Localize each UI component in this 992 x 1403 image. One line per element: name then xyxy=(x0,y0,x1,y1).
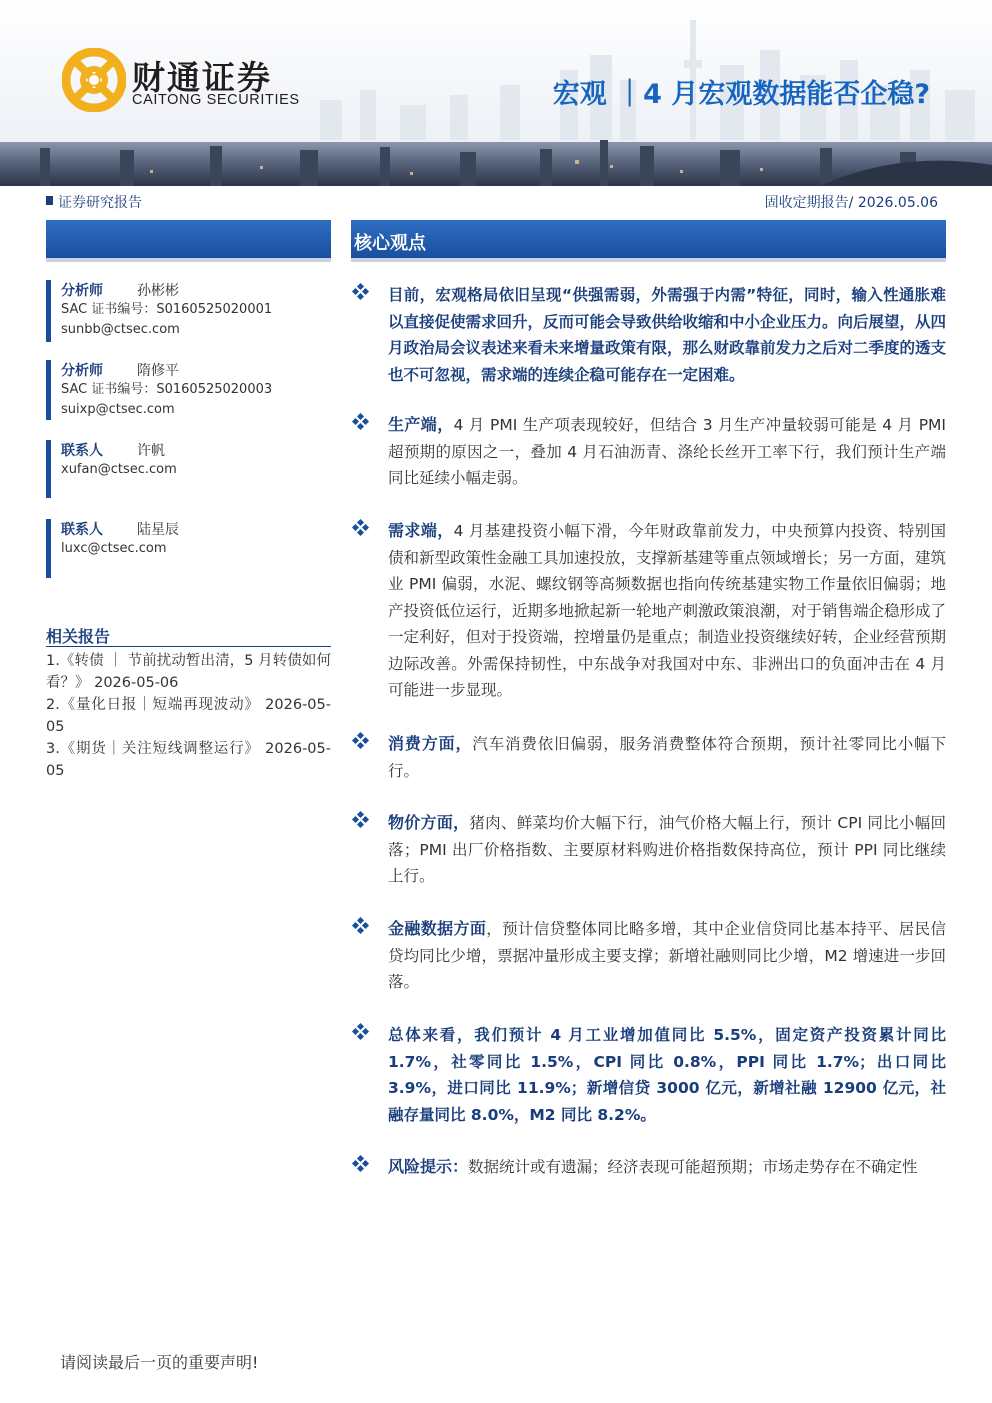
related-reports-list xyxy=(46,650,331,782)
point-production xyxy=(351,412,946,492)
analyst-cert: SAC 证书编号：S0160525020003 xyxy=(61,382,273,397)
brand-name-cn: 财通证券 xyxy=(132,58,272,97)
contact-email[interactable]: xufan@ctsec.com xyxy=(61,462,177,477)
report-date-label: 固收定期报告/ 2026.05.06 xyxy=(764,195,938,211)
point-text: 4 月基建投资小幅下滑，今年财政靠前发力，中央预算内投资、特别国债和新型政策性金融工具加速投放，支撑新基建等重点领域增长；另一方面，建筑业 PMI 偏弱，水泥、螺纹钢等高频数据也指向传统基建实物工作量依旧偏弱；地产投资低位运行，近期多地掀起新一轮地产刺激政策浪潮，对于销售端企稳形成了一定利好，但对于投资端，控增量仍是重点；制造业投资继续好转，企业经营预期边际改善。外需保持韧性，中东战争对我国对中东、非洲出口的负面冲击在 4 月可能进一步显现。 xyxy=(388,522,947,699)
report-type-label: 证券研究报告 xyxy=(58,192,142,212)
disclaimer-note: 请阅读最后一页的重要声明! xyxy=(60,1353,259,1372)
contact-card xyxy=(46,440,326,498)
point-demand xyxy=(351,518,946,704)
point-lead: 需求端， xyxy=(388,521,454,540)
related-report-link[interactable]: 2.《量化日报｜短端再现波动》 2026-05-05 xyxy=(46,697,331,735)
analyst-card xyxy=(46,360,326,420)
caitong-logo-icon xyxy=(62,48,126,112)
point-lead: 生产端， xyxy=(388,415,454,434)
summary-text: 总体来看，我们预计 4 月工业增加值同比 5.5%，固定资产投资累计同比 1.7%，社零同比 1.5%，CPI 同比 0.8%，PPI 同比 1.7%；出口同比 3.9%，进口同比 11.9%；新增信贷 3000 亿元，新增社融 12900 亿元，社融存量同比 8.0%，M2 同比 8.2%。 xyxy=(388,1026,946,1124)
point-financial-data xyxy=(351,916,946,996)
diamond-bullet-icon xyxy=(353,1024,367,1038)
core-intro-text: 目前，宏观格局依旧呈现“供强需弱，外需强于内需”特征，同时，输入性通胀难以直接促使需求回升，反而可能会导致供给收缩和中小企业压力。向后展望，从四月政治局会议表述来看未来增量政策有限，那么财政靠前发力之后对二季度的透支也不可忽视，需求端的连续企稳可能存在一定困难。 xyxy=(388,286,947,384)
diamond-bullet-icon xyxy=(353,284,367,298)
point-consumption xyxy=(351,731,946,784)
point-lead: 物价方面， xyxy=(388,813,470,832)
related-reports-title: 相关报告 xyxy=(46,627,111,646)
report-title: 宏观 ｜4 月宏观数据能否企稳? xyxy=(552,79,930,110)
contact-role: 联系人 xyxy=(61,522,103,538)
core-view-band-shadow xyxy=(351,258,946,262)
analyst-name: 孙彬彬 xyxy=(137,283,179,299)
related-report-link[interactable]: 1.《转债 ｜ 节前扰动暂出清，5 月转债如何看？》 2026-05-06 xyxy=(46,653,331,691)
diamond-bullet-icon xyxy=(353,812,367,826)
point-text: 猪肉、鲜菜均价大幅下行，油气价格大幅上行，预计 CPI 同比小幅回落；PMI 出厂价格指数、主要原材料购进价格指数保持高位，预计 PPI 同比继续上行。 xyxy=(388,814,946,885)
risk-text: 数据统计或有遗漏；经济表现可能超预期；市场走势存在不确定性 xyxy=(468,1158,918,1176)
point-text: ，预计信贷整体同比略多增，其中企业信贷同比基本持平、居民信贷均同比少增，票据冲量形成主要支撑；新增社融则同比少增，M2 增速进一步回落。 xyxy=(388,920,946,991)
analyst-email[interactable]: sunbb@ctsec.com xyxy=(61,322,180,337)
analyst-cert: SAC 证书编号：S0160525020001 xyxy=(61,302,273,317)
risk-warning xyxy=(351,1154,946,1181)
point-prices xyxy=(351,810,946,890)
page-header xyxy=(0,0,992,186)
diamond-bullet-icon xyxy=(353,918,367,932)
related-report-link[interactable]: 3.《期货｜关注短线调整运行》 2026-05-05 xyxy=(46,741,331,779)
point-text: 汽车消费依旧偏弱，服务消费整体符合预期，预计社零同比小幅下行。 xyxy=(388,735,946,780)
report-meta-bar xyxy=(46,190,946,212)
contact-email[interactable]: luxc@ctsec.com xyxy=(61,541,167,556)
summary-forecast xyxy=(351,1022,946,1128)
diamond-bullet-icon xyxy=(353,1156,367,1170)
related-reports-divider xyxy=(46,646,331,647)
diamond-bullet-icon xyxy=(353,414,367,428)
point-lead: 消费方面， xyxy=(388,734,473,753)
brand-name-en: CAITONG SECURITIES xyxy=(132,92,300,108)
contact-name: 许帆 xyxy=(137,443,165,459)
diamond-bullet-icon xyxy=(353,733,367,747)
analyst-card xyxy=(46,280,326,342)
point-lead: 金融数据方面 xyxy=(388,919,487,938)
core-view-band xyxy=(351,220,946,258)
core-view-heading: 核心观点 xyxy=(354,233,426,254)
contact-card xyxy=(46,519,326,578)
point-text: 4 月 PMI 生产项表现较好，但结合 3 月生产冲量较弱可能是 4 月 PMI 超预期的原因之一，叠加 4 月石油沥青、涤纶长丝开工率下行，我们预计生产端同比延续小幅走弱。 xyxy=(388,416,946,487)
contact-name: 陆星辰 xyxy=(137,522,179,538)
caitong-logo xyxy=(62,48,302,118)
diamond-bullet-icon xyxy=(353,520,367,534)
risk-lead: 风险提示： xyxy=(388,1157,469,1176)
analyst-role: 分析师 xyxy=(61,363,103,379)
analyst-role: 分析师 xyxy=(61,283,103,299)
analyst-name: 隋修平 xyxy=(137,363,179,379)
analyst-email[interactable]: suixp@ctsec.com xyxy=(61,402,175,417)
contact-role: 联系人 xyxy=(61,443,103,459)
core-intro-paragraph xyxy=(351,282,946,388)
sidebar-header-band xyxy=(46,220,331,258)
sidebar-header-shadow xyxy=(46,258,331,262)
